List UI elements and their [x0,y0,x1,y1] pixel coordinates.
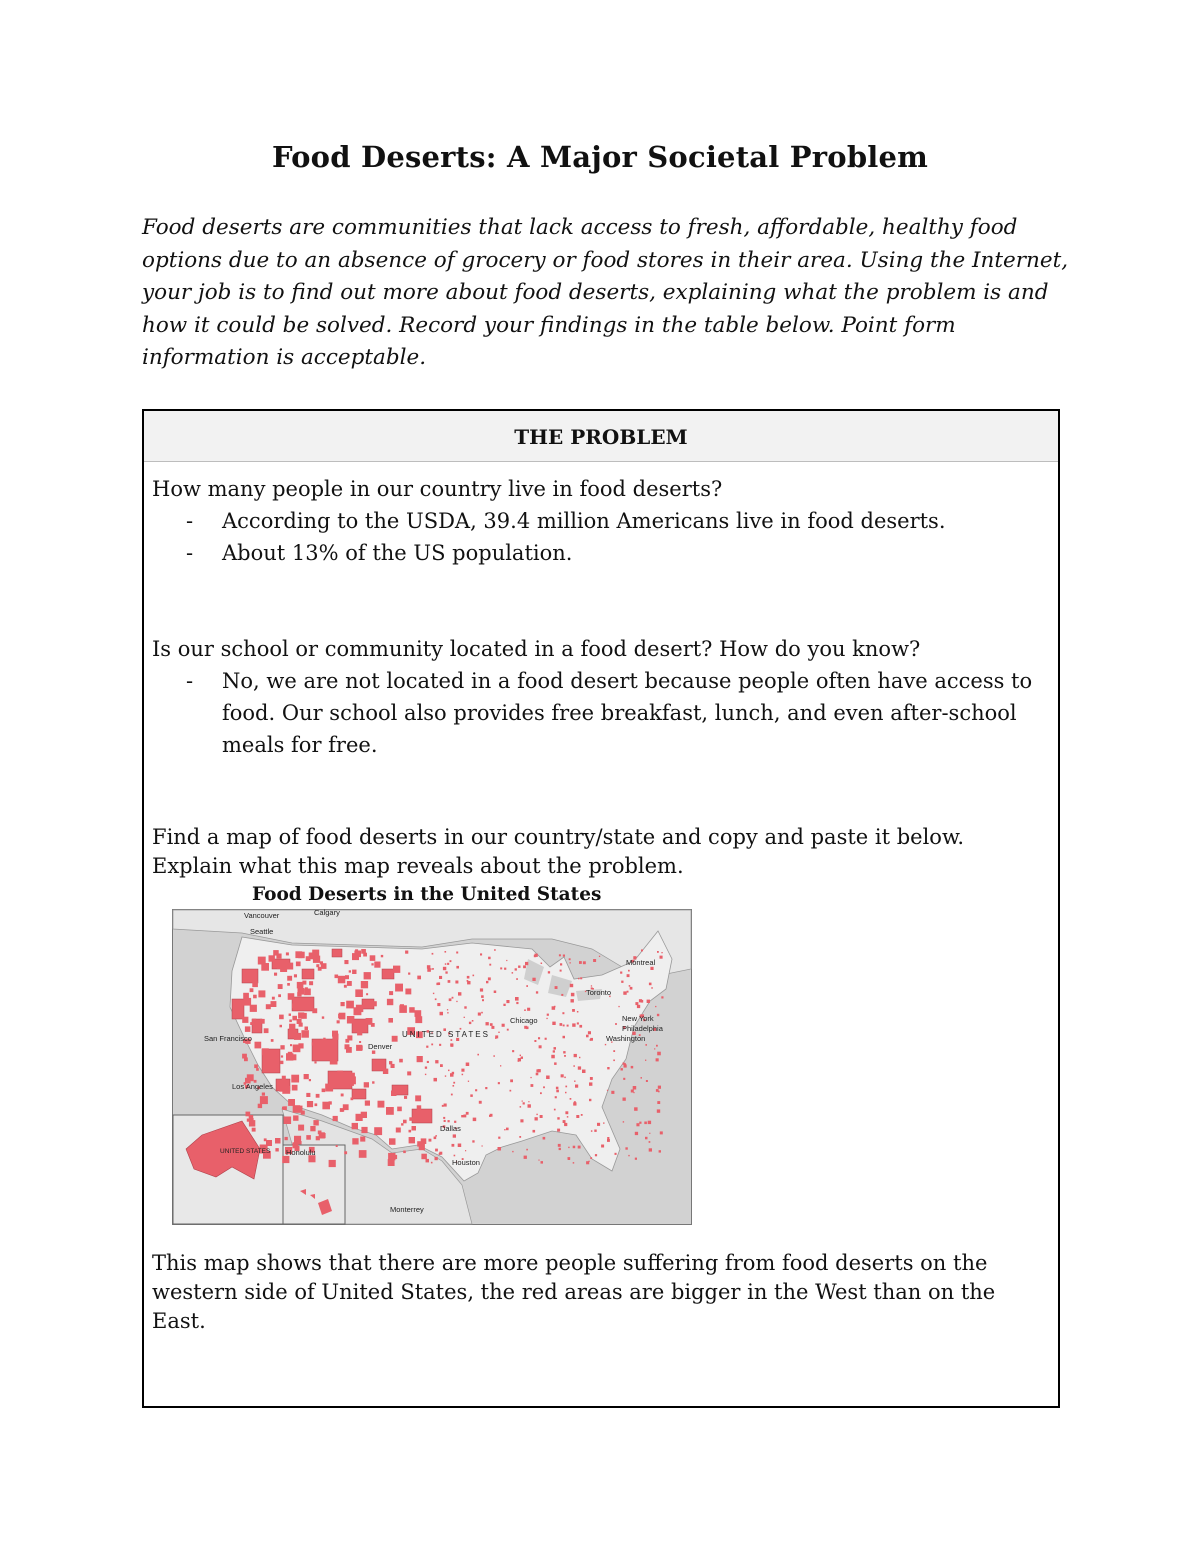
map-label-montreal: Montreal [626,958,656,967]
map-label-alaska: UNITED STATES [220,1148,271,1155]
map-label-seattle: Seattle [250,927,274,936]
map-label-dallas: Dallas [440,1124,461,1133]
map-label-chicago: Chicago [510,1016,538,1025]
map-label-philadelphia: Philadelphia [622,1024,663,1033]
answer-1-list [152,505,1048,569]
map-label-denver: Denver [368,1042,393,1051]
problem-table [142,409,1060,1408]
map-label-san-francisco: San Francisco [204,1034,252,1043]
map-label-los-angeles: Los Angeles [232,1082,273,1091]
table-body [152,473,1048,1336]
map-title: Food Deserts in the United States [252,884,602,905]
map-label-washington: Washington [606,1034,646,1043]
map-label-calgary: Calgary [314,909,340,917]
table-header: THE PROBLEM [144,411,1058,462]
answer-1-item: - About 13% of the US population. [222,537,1048,569]
answer-2-item: - No, we are not located in a food desert because people often have access to food. Our school also provides free breakfast, lunch, and even after-school meals for free. [222,665,1048,761]
map-label-vancouver: Vancouver [244,911,280,920]
answer-2-list [152,665,1048,761]
food-desert-map [172,909,692,1225]
question-3: Find a map of food deserts in our country/state and copy and paste it below. Explain what this map reveals about the problem. [152,825,965,878]
question-2: Is our school or community located in a food desert? How do you know? [152,637,921,661]
map-label-toronto: Toronto [586,988,612,997]
map-label-houston: Houston [452,1158,480,1167]
question-1: How many people in our country live in food deserts? [152,477,723,501]
map-label-honolulu: Honolulu [286,1148,316,1157]
map-image [172,909,692,1225]
page-title: Food Deserts: A Major Societal Problem [271,140,929,174]
map-label-united-states: UNITED STATES [402,1030,490,1039]
map-label-new-york: New York [622,1014,654,1023]
answer-1-item: - According to the USDA, 39.4 million Americans live in food deserts. [222,505,1048,537]
answer-3: This map shows that there are more people suffering from food deserts on the western side of United States, the red areas are bigger in the West than on the East. [152,1251,996,1333]
intro-paragraph: Food deserts are communities that lack access to fresh, affordable, healthy food options due to an absence of grocery or food stores in their area. Using the Internet, your job is to find out more about food deserts, explaining what the problem is and how it could be solved. Record your findings in the table below. Point form information is acceptable. [142,215,1069,370]
map-label-monterrey: Monterrey [390,1205,424,1214]
